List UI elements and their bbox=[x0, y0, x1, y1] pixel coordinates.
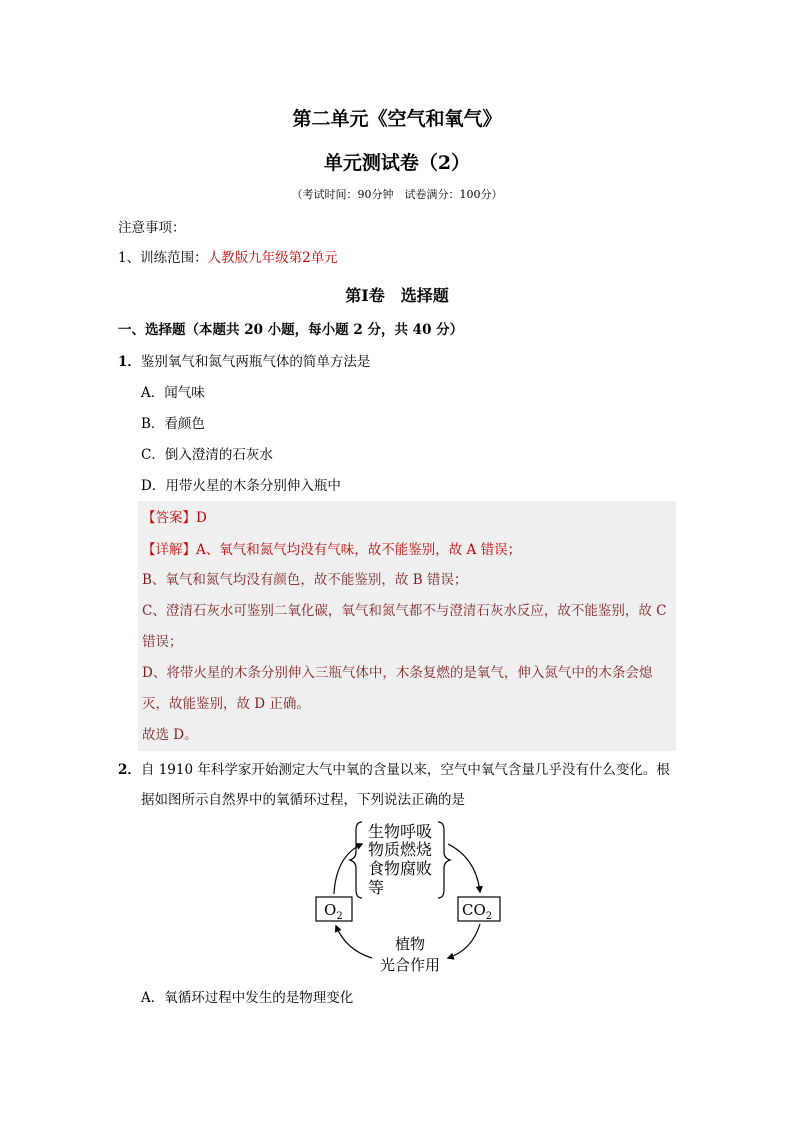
exam-info: （考试时间：90分钟 试卷满分：100分） bbox=[291, 188, 503, 201]
arrow-co2-to-bottom bbox=[448, 924, 480, 958]
arrow-o2-to-top bbox=[334, 844, 362, 894]
question-1 bbox=[118, 352, 370, 372]
q1-option-c: C．倒入澄清的石灰水 bbox=[141, 447, 273, 463]
detail-label: 【详解】 bbox=[142, 542, 196, 558]
question-2-line-2: 据如图所示自然界中的氧循环过程，下列说法正确的是 bbox=[141, 792, 465, 808]
detail-line-5: D、将带火星的木条分别伸入三瓶气体中，木条复燃的是氧气，伸入氮气中的木条会熄 bbox=[142, 665, 653, 681]
notes-item-1 bbox=[118, 248, 338, 268]
brace-right bbox=[438, 822, 450, 898]
detail-line-3: C、澄清石灰水可鉴别二氧化碳，氧气和氮气都不与澄清石灰水反应，故不能鉴别，故 C bbox=[142, 603, 667, 619]
page-subtitle: 单元测试卷（2） bbox=[323, 152, 471, 174]
section-instruction: 一、选择题（本题共 20 小题，每小题 2 分，共 40 分） bbox=[118, 322, 464, 338]
answer-line bbox=[142, 508, 207, 528]
notes-item-1-prefix: 1、训练范围： bbox=[118, 250, 208, 266]
diagram-top-item-3: 食物腐败 bbox=[368, 859, 433, 878]
diagram-top-item-1: 生物呼吸 bbox=[368, 822, 433, 841]
co2-subscript: 2 bbox=[485, 911, 493, 922]
diagram-top-item-2: 物质燃烧 bbox=[368, 840, 433, 859]
question-2-number: 2． bbox=[118, 762, 141, 778]
co2-label: CO bbox=[462, 901, 486, 919]
notes-item-1-suffix: 单元 bbox=[310, 250, 338, 266]
question-2-line-1 bbox=[118, 760, 670, 780]
notes-label: 注意事项： bbox=[118, 220, 186, 236]
o2-label: O bbox=[324, 901, 337, 919]
question-1-number: 1． bbox=[118, 354, 141, 370]
q1-option-b: B．看颜色 bbox=[141, 416, 205, 432]
detail-line-1 bbox=[142, 540, 521, 560]
section-title: 第Ⅰ卷 选择题 bbox=[345, 286, 449, 305]
brace-left bbox=[350, 822, 362, 898]
notes-item-1-value: 人教版九年级第 bbox=[207, 250, 303, 266]
detail-line-4: 错误； bbox=[142, 634, 183, 650]
detail-text-1: A、氧气和氮气均没有气味，故不能鉴别，故 A 错误； bbox=[196, 542, 522, 558]
question-1-stem: 鉴别氧气和氮气两瓶气体的简单方法是 bbox=[140, 354, 371, 370]
answer-value: D bbox=[196, 510, 207, 526]
diagram-bottom-line-1: 植物 bbox=[394, 935, 426, 953]
diagram-top-item-4: 等 bbox=[368, 878, 385, 897]
question-2-stem-1: 自 1910 年科学家开始测定大气中氧的含量以来，空气中氧气含量几乎没有什么变化。根 bbox=[140, 762, 670, 778]
detail-line-7: 故选 D。 bbox=[142, 727, 198, 743]
q1-option-a: A．闻气味 bbox=[141, 385, 205, 401]
notes-item-1-num: 2 bbox=[302, 250, 311, 266]
o2-subscript: 2 bbox=[336, 911, 343, 922]
arrow-bottom-to-o2 bbox=[336, 926, 372, 958]
detail-line-2: B、氧气和氮气均没有颜色，故不能鉴别，故 B 错误； bbox=[142, 572, 468, 588]
arrow-top-to-co2 bbox=[448, 844, 480, 892]
q1-option-d: D．用带火星的木条分别伸入瓶中 bbox=[141, 478, 341, 494]
diagram-bottom-line-2: 光合作用 bbox=[379, 956, 441, 974]
answer-label: 【答案】 bbox=[142, 510, 196, 526]
q2-option-a: A．氧循环过程中发生的是物理变化 bbox=[141, 990, 354, 1006]
oxygen-cycle-diagram bbox=[300, 812, 520, 982]
detail-line-6: 灭，故能鉴别，故 D 正确。 bbox=[142, 696, 310, 712]
page-title: 第二单元《空气和氧气》 bbox=[292, 108, 502, 130]
